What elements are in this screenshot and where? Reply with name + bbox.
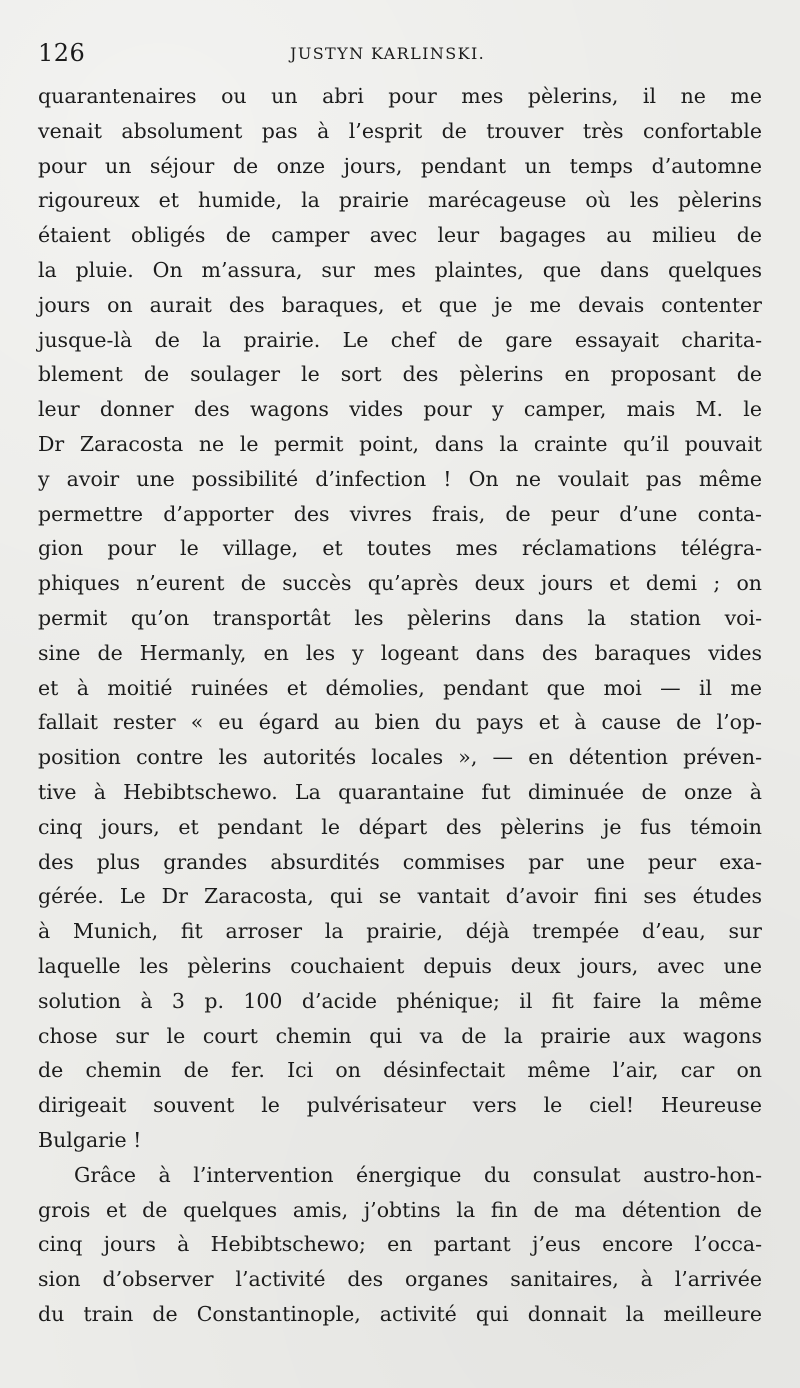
running-header (38, 36, 762, 70)
text-line: tive à Hebibtschewo. La quarantaine fut diminuée de onze à (38, 779, 762, 804)
page-number: 126 (38, 39, 86, 67)
text-line: grois et de quelques amis, j’obtins la fin de ma détention de (38, 1197, 762, 1222)
text-line: pour un séjour de onze jours, pendant un temps d’automne (38, 153, 762, 178)
text-line: rigoureux et humide, la prairie marécageuse où les pèlerins (38, 188, 762, 213)
text-line: laquelle les pèlerins couchaient depuis deux jours, avec une (38, 953, 762, 978)
text-line: des plus grandes absurdités commises par une peur exa- (38, 849, 762, 874)
text-line: étaient obligés de camper avec leur bagages au milieu de (38, 223, 762, 248)
text-line: blement de soulager le sort des pèlerins en proposant de (38, 362, 762, 387)
text-line: de chemin de fer. Ici on désinfectait même l’air, car on (38, 1058, 762, 1083)
paragraph-end-line: Bulgarie ! (38, 1127, 142, 1152)
text-line: gion pour le village, et toutes mes réclamations télégra- (38, 536, 762, 561)
text-line: leur donner des wagons vides pour y camper, mais M. le (38, 397, 762, 422)
text-line: la pluie. On m’assura, sur mes plaintes, que dans quelques (38, 257, 762, 282)
text-line: à Munich, fit arroser la prairie, déjà trempée d’eau, sur (38, 919, 762, 944)
text-line: jours on aurait des baraques, et que je me devais contenter (38, 292, 762, 317)
text-line: cinq jours à Hebibtschewo; en partant j’eus encore l’occa- (38, 1232, 762, 1257)
text-line: jusque-là de la prairie. Le chef de gare essayait charita- (38, 327, 762, 352)
text-line: phiques n’eurent de succès qu’après deux jours et demi ; on (38, 571, 762, 596)
text-line: dirigeait souvent le pulvérisateur vers le ciel! Heureuse (38, 1093, 762, 1118)
text-line: venait absolument pas à l’esprit de trouver très confortable (38, 118, 762, 143)
paragraph-start-line: Grâce à l’intervention énergique du consulat austro-hon- (74, 1162, 762, 1187)
text-line: Dr Zaracosta ne le permit point, dans la crainte qu’il pouvait (38, 431, 762, 456)
text-line: du train de Constantinople, activité qui donnait la meilleure (38, 1301, 762, 1326)
body-text (38, 79, 762, 1332)
text-line: sion d’observer l’activité des organes sanitaires, à l’arrivée (38, 1267, 762, 1292)
text-line: position contre les autorités locales », — en détention préven- (38, 745, 762, 770)
text-line: sine de Hermanly, en les y logeant dans des baraques vides (38, 640, 762, 665)
text-line: y avoir une possibilité d’infection ! On ne voulait pas même (38, 466, 762, 491)
text-line: cinq jours, et pendant le départ des pèlerins je fus témoin (38, 814, 762, 839)
text-line: fallait rester « eu égard au bien du pays et à cause de l’op- (38, 710, 762, 735)
text-line: et à moitié ruinées et démolies, pendant que moi — il me (38, 675, 762, 700)
text-line: quarantenaires ou un abri pour mes pèlerins, il ne me (38, 84, 762, 108)
text-line: chose sur le court chemin qui va de la prairie aux wagons (38, 1023, 762, 1048)
text-line: permit qu’on transportât les pèlerins dans la station voi- (38, 605, 762, 630)
text-line: gérée. Le Dr Zaracosta, qui se vantait d’avoir fini ses études (38, 884, 762, 909)
text-line: permettre d’apporter des vivres frais, de peur d’une conta- (38, 501, 762, 526)
running-title: JUSTYN KARLINSKI. (290, 44, 486, 63)
text-line: solution à 3 p. 100 d’acide phénique; il fit faire la même (38, 988, 762, 1013)
